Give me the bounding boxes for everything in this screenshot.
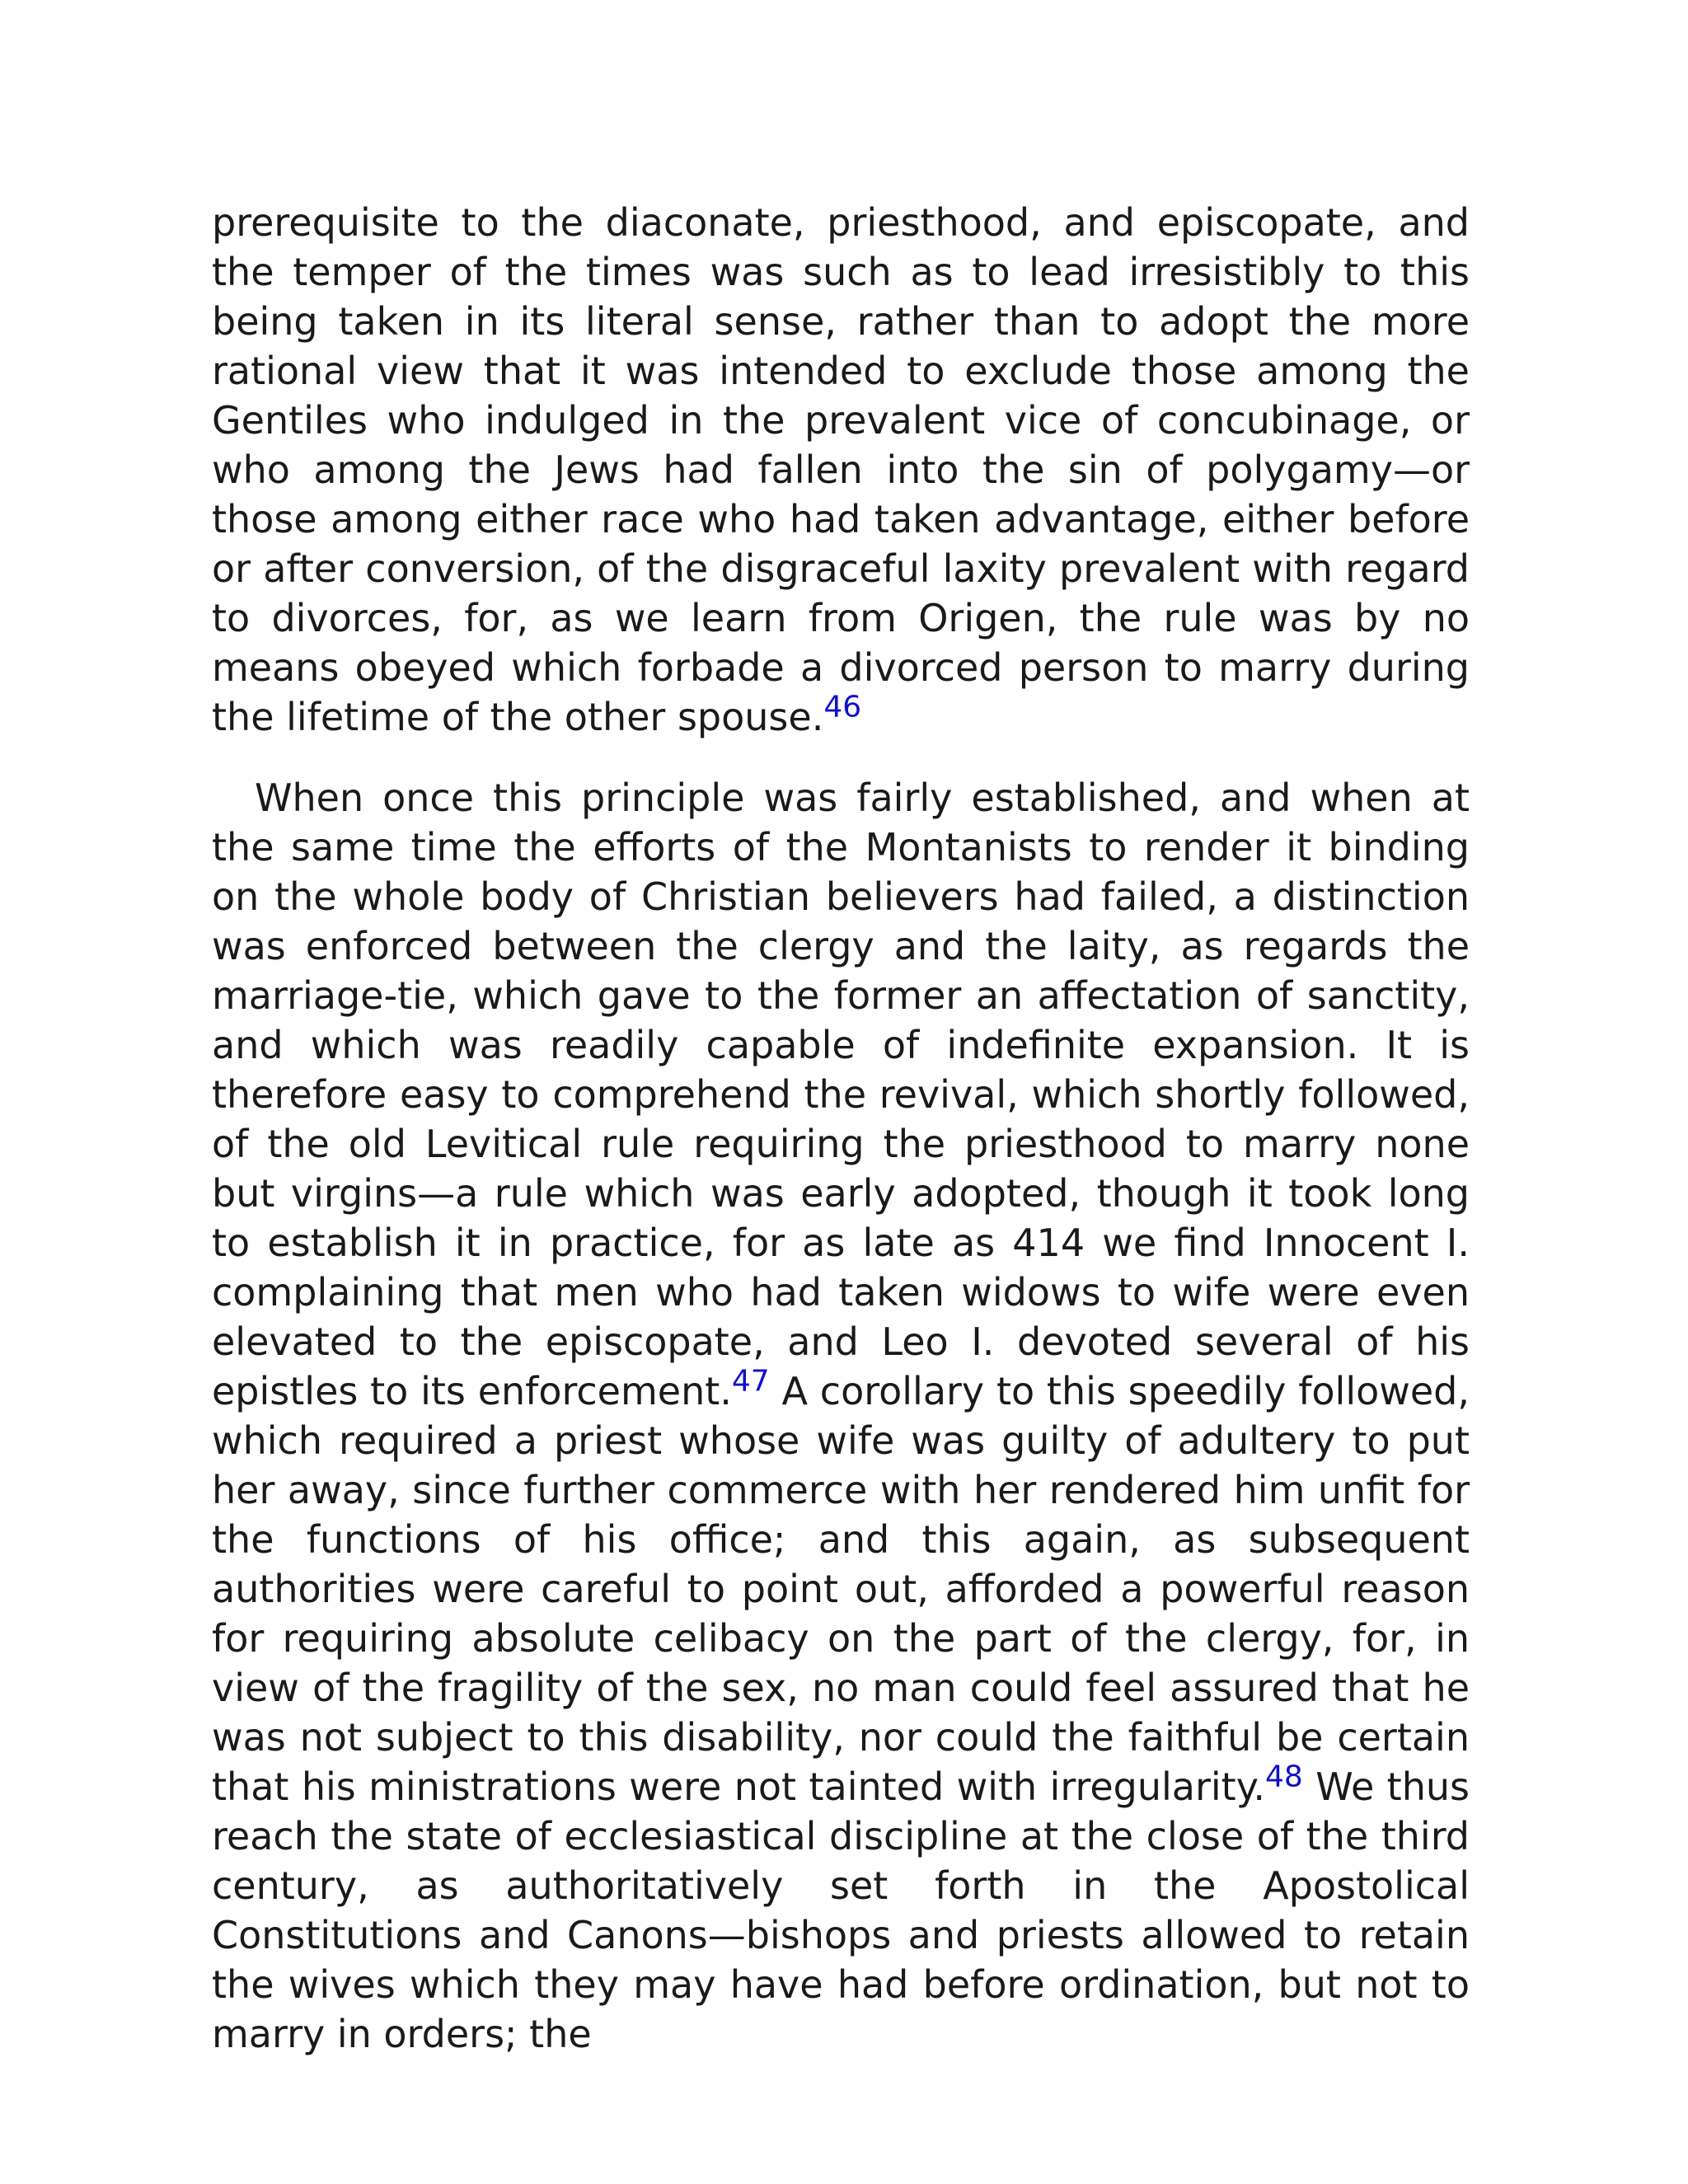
paragraph-text: A corollary to this speedily followed, which required a priest whose wife was guilty of adultery to put her away, since further commerce with her rendered him unfit for the functions of his office; and this again, as subsequent authorities were careful to point out, afforded a powerful reason for requiring absolute celibacy on the part of the clergy, for, in view of the fragility of the sex, no man could feel assured that he was not subject to this disability, nor could the faithful be certain that his ministrations were not tainted with irregularity.: [212, 1369, 1470, 1809]
paragraph-2: [212, 773, 1470, 2059]
paragraph-text: When once this principle was fairly established, and when at the same time the efforts of the Montanists to render it binding on the whole body of Christian believers had failed, a distinction was enforced between the clergy and the laity, as regards the marriage-tie, which gave to the former an affectation of sanctity, and which was readily capable of indefinite expansion. It is therefore easy to comprehend the revival, which shortly followed, of the old Levitical rule requiring the priesthood to marry none but virgins—a rule which was early adopted, though it took long to establish it in practice, for as late as 414 we find Innocent I. complaining that men who had taken widows to wife were even elevated to the episcopate, and Leo I. devoted several of his epistles to its enforcement.: [212, 776, 1470, 1413]
footnote-link-47[interactable]: 47: [731, 1364, 770, 1399]
footnote-link-46[interactable]: 46: [823, 690, 862, 724]
paragraph-text: We thus reach the state of ecclesiastical discipline at the close of the third century, as authoritatively set forth in the Apostolical Constitutions and Canons—bishops and priests allowed to retain the wives which they may have had before ordination, but not to marry in orders; the: [212, 1765, 1470, 2056]
footnote-link-48[interactable]: 48: [1264, 1760, 1303, 1794]
paragraph-1: [212, 198, 1470, 742]
paragraph-text: prerequisite to the diaconate, priesthood, and episcopate, and the temper of the times was such as to lead irresistibly to this being taken in its literal sense, rather than to adopt the more rational view that it was intended to exclude those among the Gentiles who indulged in the prevalent vice of concubinage, or who among the Jews had fallen into the sin of polygamy—or those among either race who had taken advantage, either before or after conversion, of the disgraceful laxity prevalent with regard to divorces, for, as we learn from Origen, the rule was by no means obeyed which forbade a divorced person to marry during the lifetime of the other spouse.: [212, 200, 1470, 739]
page-body: [212, 198, 1470, 2059]
